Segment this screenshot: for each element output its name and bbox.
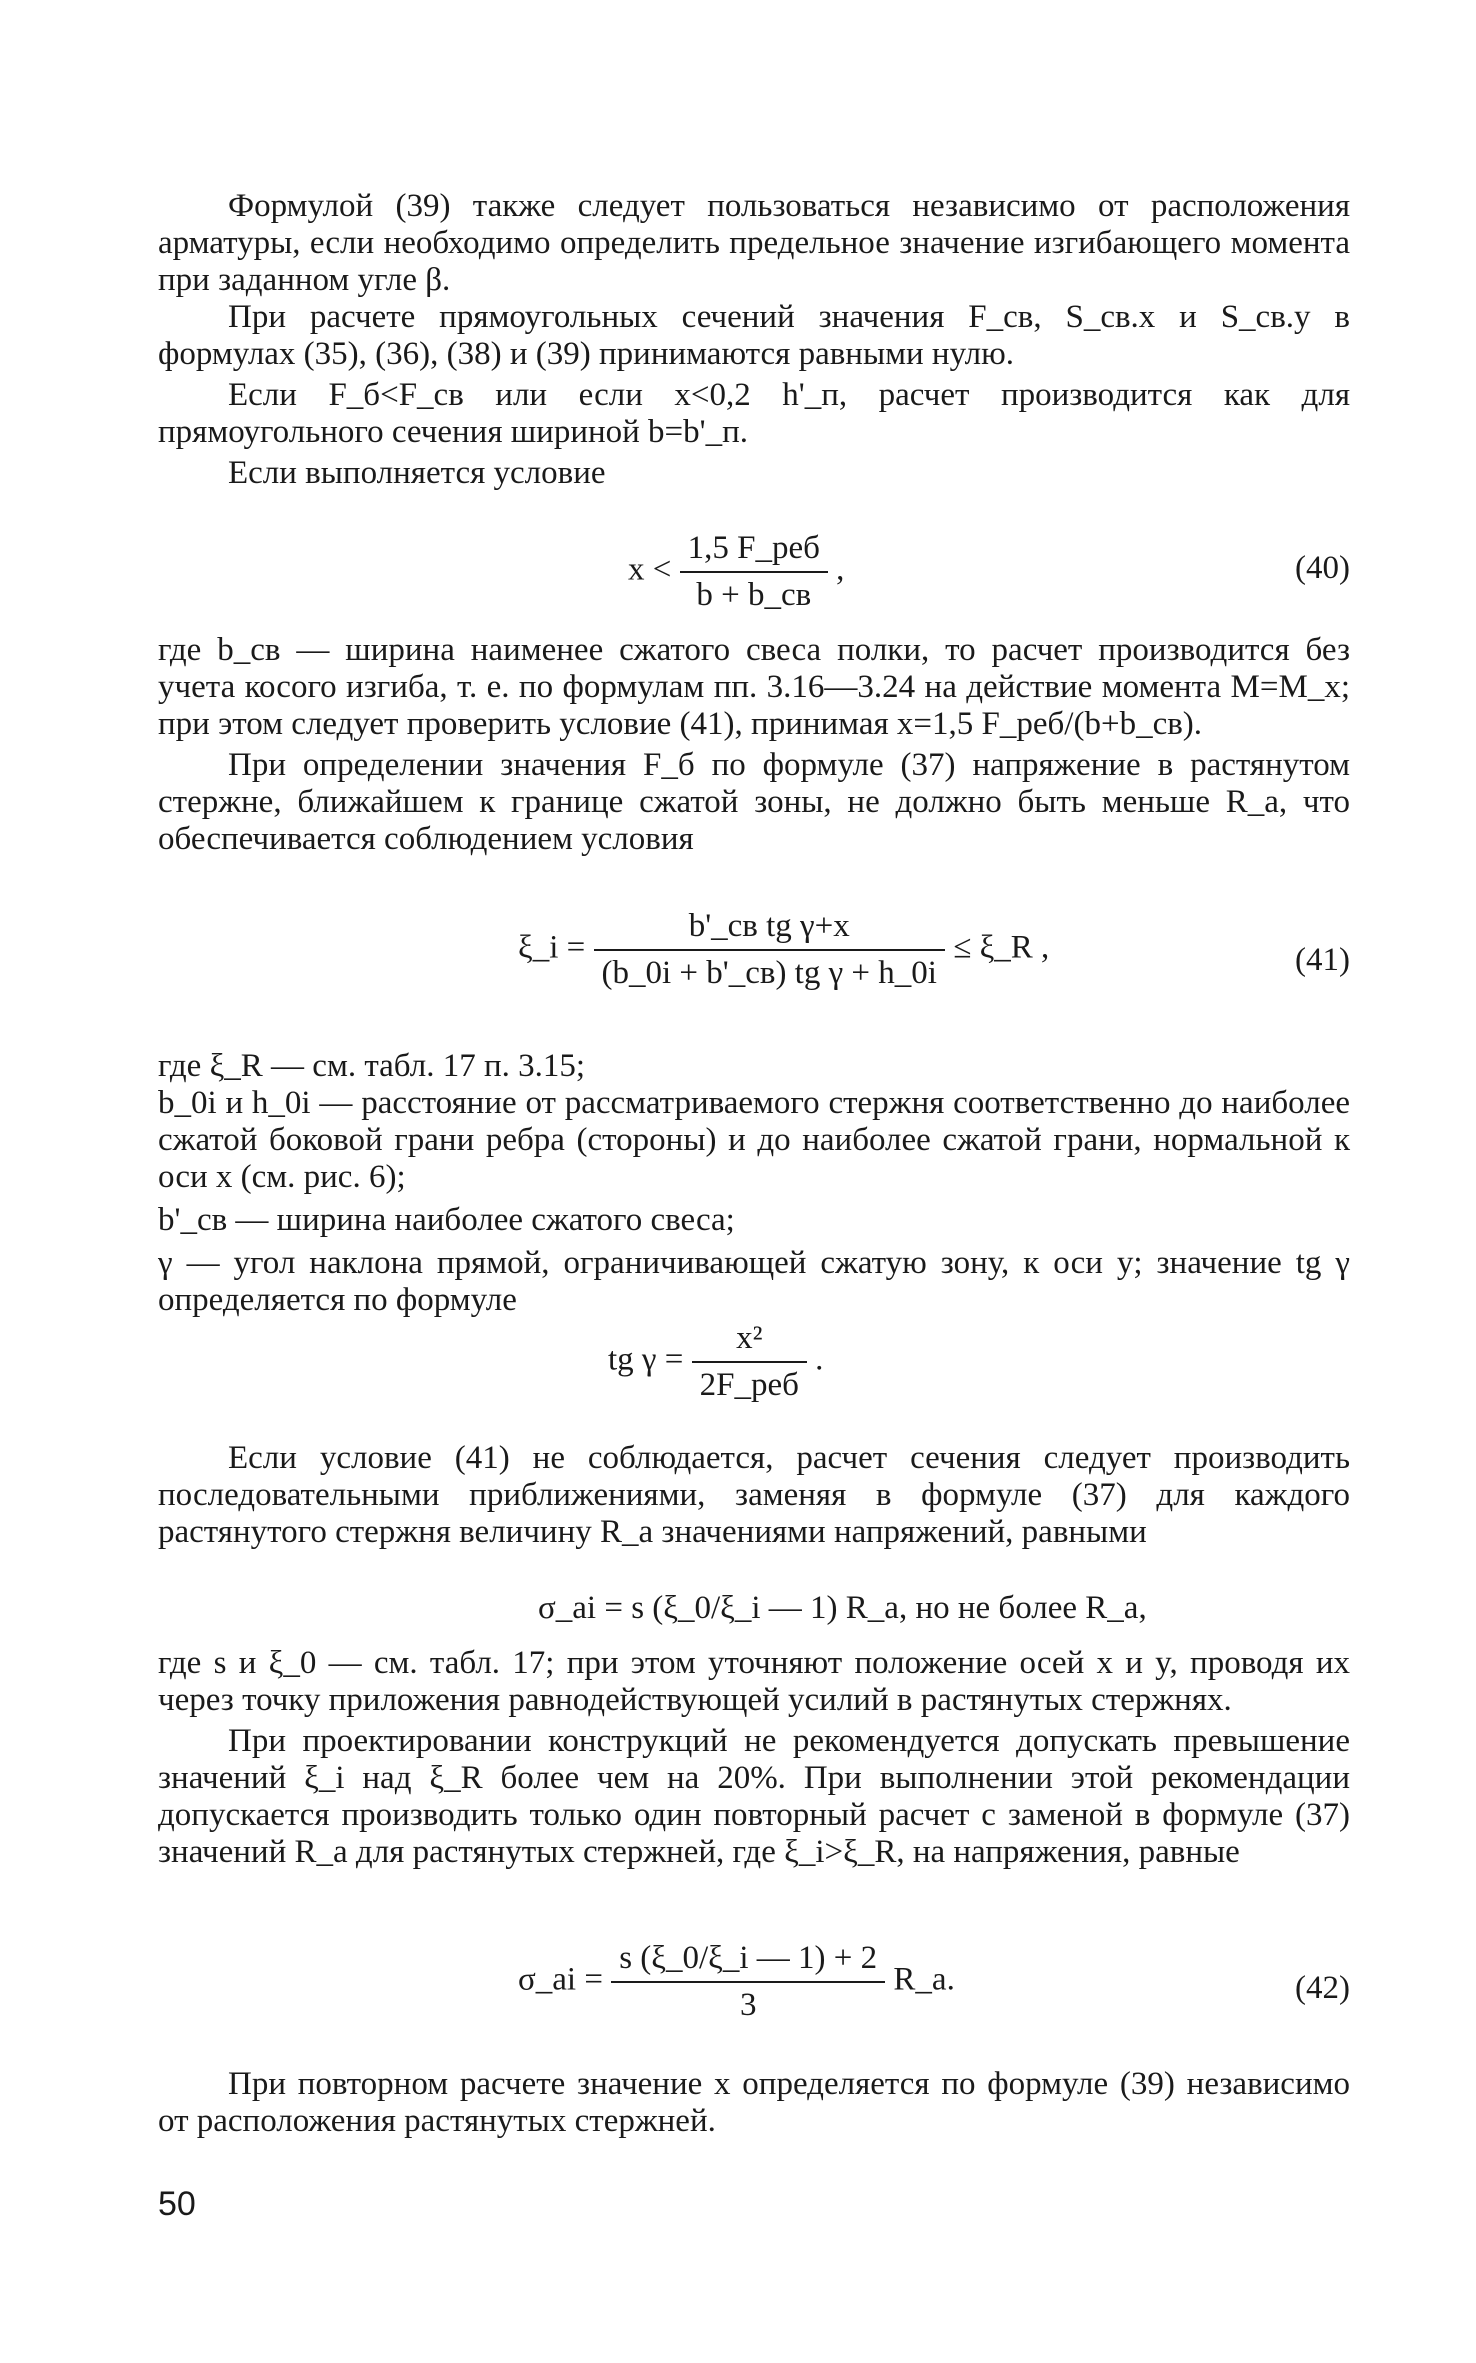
definition-4: γ — угол наклона прямой, ограничивающей сжатую зону, к оси y; значение tg γ определяется по формуле — [158, 1245, 1350, 1318]
paragraph-2: При расчете прямоугольных сечений значения F_св, S_св.x и S_св.y в формулах (35), (36), (38) и (39) принимаются равными нулю. — [158, 299, 1350, 372]
eq41-number: (41) — [1295, 942, 1350, 978]
paragraph-6: При определении значения F_б по формуле (37) напряжение в растянутом стержне, ближайшем к границе сжатой зоны, не должно быть меньше R_a, что обеспечивается соблюдением условия — [158, 747, 1350, 857]
equation-41 — [158, 908, 1350, 991]
paragraph-1: Формулой (39) также следует пользоваться независимо от расположения арматуры, если необходимо определить предельное значение изгибающего момента при заданном угле β. — [158, 188, 1350, 298]
eq40-fraction — [680, 530, 828, 614]
eq40-number: (40) — [1295, 550, 1350, 586]
eq42-denominator: 3 — [739, 1987, 757, 2023]
eq42-numerator: s (ξ_0/ξ_i — 1) + 2 — [611, 1940, 885, 1983]
text-block-3 — [158, 1440, 1350, 1551]
eq40-tail: , — [836, 551, 845, 588]
text-block-5 — [158, 2066, 1350, 2140]
text-block-top — [158, 188, 1350, 492]
eq42-number: (42) — [1295, 1970, 1350, 2006]
equation-tg — [158, 1320, 1350, 1403]
eq42-fraction — [611, 1940, 885, 2024]
definition-list — [158, 1048, 1350, 1319]
paragraph-4: Если выполняется условие — [228, 455, 606, 491]
text-block-2 — [158, 632, 1350, 858]
page-number: 50 — [158, 2185, 196, 2223]
eqtg-tail: . — [815, 1341, 824, 1378]
eq41-denominator: (b_0i + b'_св) tg γ + h_0i — [601, 955, 937, 991]
eq40-denominator: b + b_св — [696, 577, 812, 613]
equation-40 — [158, 530, 1350, 613]
paragraph-3: Если F_б<F_св или если x<0,2 h'_п, расчет производится как для прямоугольного сечения шириной b=b'_п. — [158, 377, 1350, 450]
definition-3: b'_св — ширина наиболее сжатого свеса; — [158, 1202, 735, 1238]
eq40-numerator: 1,5 F_реб — [680, 530, 828, 573]
text-block-4 — [158, 1645, 1350, 1871]
eq41-numerator: b'_св tg γ+x — [594, 908, 945, 951]
eqsig-text: σ_ai = s (ξ_0/ξ_i — 1) R_a, но не более R_a, — [538, 1590, 1147, 1626]
eq41-fraction — [594, 908, 945, 992]
eqtg-denominator: 2F_реб — [699, 1367, 799, 1403]
eq41-tail: ≤ ξ_R , — [953, 929, 1050, 966]
equation-sigma — [158, 1590, 1350, 1626]
eq40-lhs: x < — [628, 551, 672, 588]
eq41-lhs: ξ_i = — [518, 929, 586, 966]
paragraph-10: При повторном расчете значение x определяется по формуле (39) независимо от расположения растянутых стержней. — [158, 2066, 1350, 2139]
definition-1: где ξ_R — см. табл. 17 п. 3.15; — [158, 1048, 586, 1084]
paragraph-5: где b_св — ширина наименее сжатого свеса полки, то расчет производится без учета косого изгиба, т. е. по формулам пп. 3.16—3.24 на действие момента M=M_x; при этом следует проверить условие (41), принимая x=1,5 F_реб/(b+b_св). — [158, 632, 1350, 742]
definition-2: b_0i и h_0i — расстояние от рассматриваемого стержня соответственно до наиболее сжатой боковой грани ребра (стороны) и до наиболее сжатой грани, нормальной к оси x (см. рис. 6); — [158, 1085, 1350, 1195]
eq42-lhs: σ_ai = — [518, 1961, 603, 1998]
paragraph-9: При проектировании конструкций не рекомендуется допускать превышение значений ξ_i над ξ_R более чем на 20%. При выполнении этой рекомендации допускается производить только один повторный расчет с заменой в формуле (37) значений R_a для растянутых стержней, где ξ_i>ξ_R, на напряжения, равные — [158, 1723, 1350, 1870]
paragraph-7: Если условие (41) не соблюдается, расчет сечения следует производить последовательными приближениями, заменяя в формуле (37) для каждого растянутого стержня величину R_a значениями напряжений, равными — [158, 1440, 1350, 1550]
eqtg-fraction — [692, 1320, 807, 1404]
paragraph-8: где s и ξ_0 — см. табл. 17; при этом уточняют положение осей x и y, проводя их через точку приложения равнодействующей усилий в растянутых стержнях. — [158, 1645, 1350, 1718]
eqtg-lhs: tg γ = — [608, 1341, 684, 1378]
eq42-tail: R_a. — [893, 1961, 955, 1998]
eqtg-numerator: x² — [692, 1320, 807, 1363]
